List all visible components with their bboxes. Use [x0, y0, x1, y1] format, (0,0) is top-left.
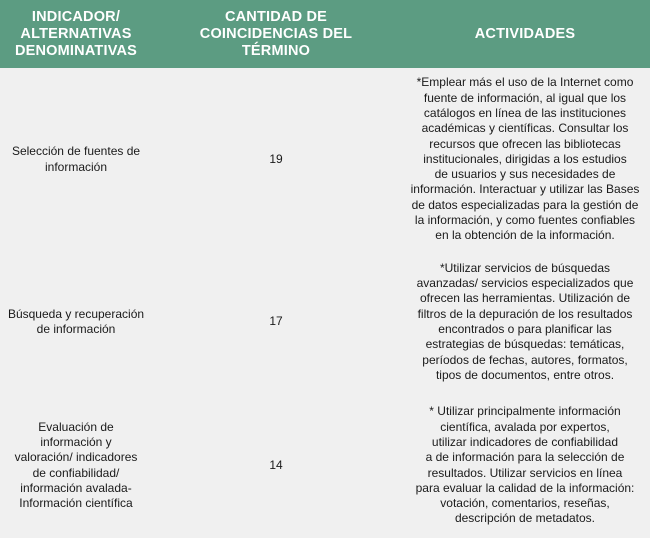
count-cell [152, 393, 400, 538]
count-cell [152, 251, 400, 393]
table-row [0, 68, 650, 251]
table-header [0, 0, 650, 68]
table-row [0, 393, 650, 538]
header-indicator [0, 0, 152, 68]
table-row [0, 251, 650, 393]
indicator-text: Búsqueda y recuperación de información [7, 306, 145, 336]
activities-cell [400, 68, 650, 251]
count-value: 19 [269, 151, 283, 166]
activities-text: *Emplear más el uso de la Internet como fuente de información, al igual que los catálogos en línea de las instituciones académicas y científicas. Consultar los recursos que ofrecen las bibliotecas institucionales, dirigidas a los estudios de usuarios y sus necesidades de información. Interactuar y utilizar las Bases de datos especializadas para la gestión de la información, y como fuentes confiables en la obtención de la información. [410, 75, 640, 243]
header-count-label: CANTIDAD DE COINCIDENCIAS DEL TÉRMINO [199, 8, 353, 59]
indicator-text: Selección de fuentes de información [11, 144, 141, 174]
header-activities [400, 0, 650, 68]
header-count [152, 0, 400, 68]
count-value: 17 [269, 314, 283, 329]
count-value: 14 [269, 457, 283, 472]
indicator-text: Evaluación de información y valoración/ indicadores de confiabilidad/ información avalada- Información científica [14, 419, 138, 511]
indicator-cell [0, 68, 152, 251]
count-cell [152, 68, 400, 251]
activities-text: * Utilizar principalmente información científica, avalada por expertos, utilizar indicadores de confiabilidad a de información para la selección de resultados. Utilizar servicios en línea para evaluar la calidad de la información: votación, comentarios, reseñas, descripción de metadatos. [415, 404, 635, 526]
activities-cell [400, 393, 650, 538]
header-activities-label: ACTIVIDADES [474, 25, 576, 42]
indicator-cell [0, 251, 152, 393]
activities-text: *Utilizar servicios de búsquedas avanzadas/ servicios especializados que ofrecen las herramientas. Utilización de filtros de la depuración de los resultados encontrados o para planificar las estrategias de búsquedas: temáticas, períodos de fechas, autores, formatos, tipos de documentos, entre otros. [416, 260, 634, 382]
header-indicator-label: INDICADOR/ ALTERNATIVAS DENOMINATIVAS [14, 8, 138, 59]
indicator-cell [0, 393, 152, 538]
activities-cell [400, 251, 650, 393]
